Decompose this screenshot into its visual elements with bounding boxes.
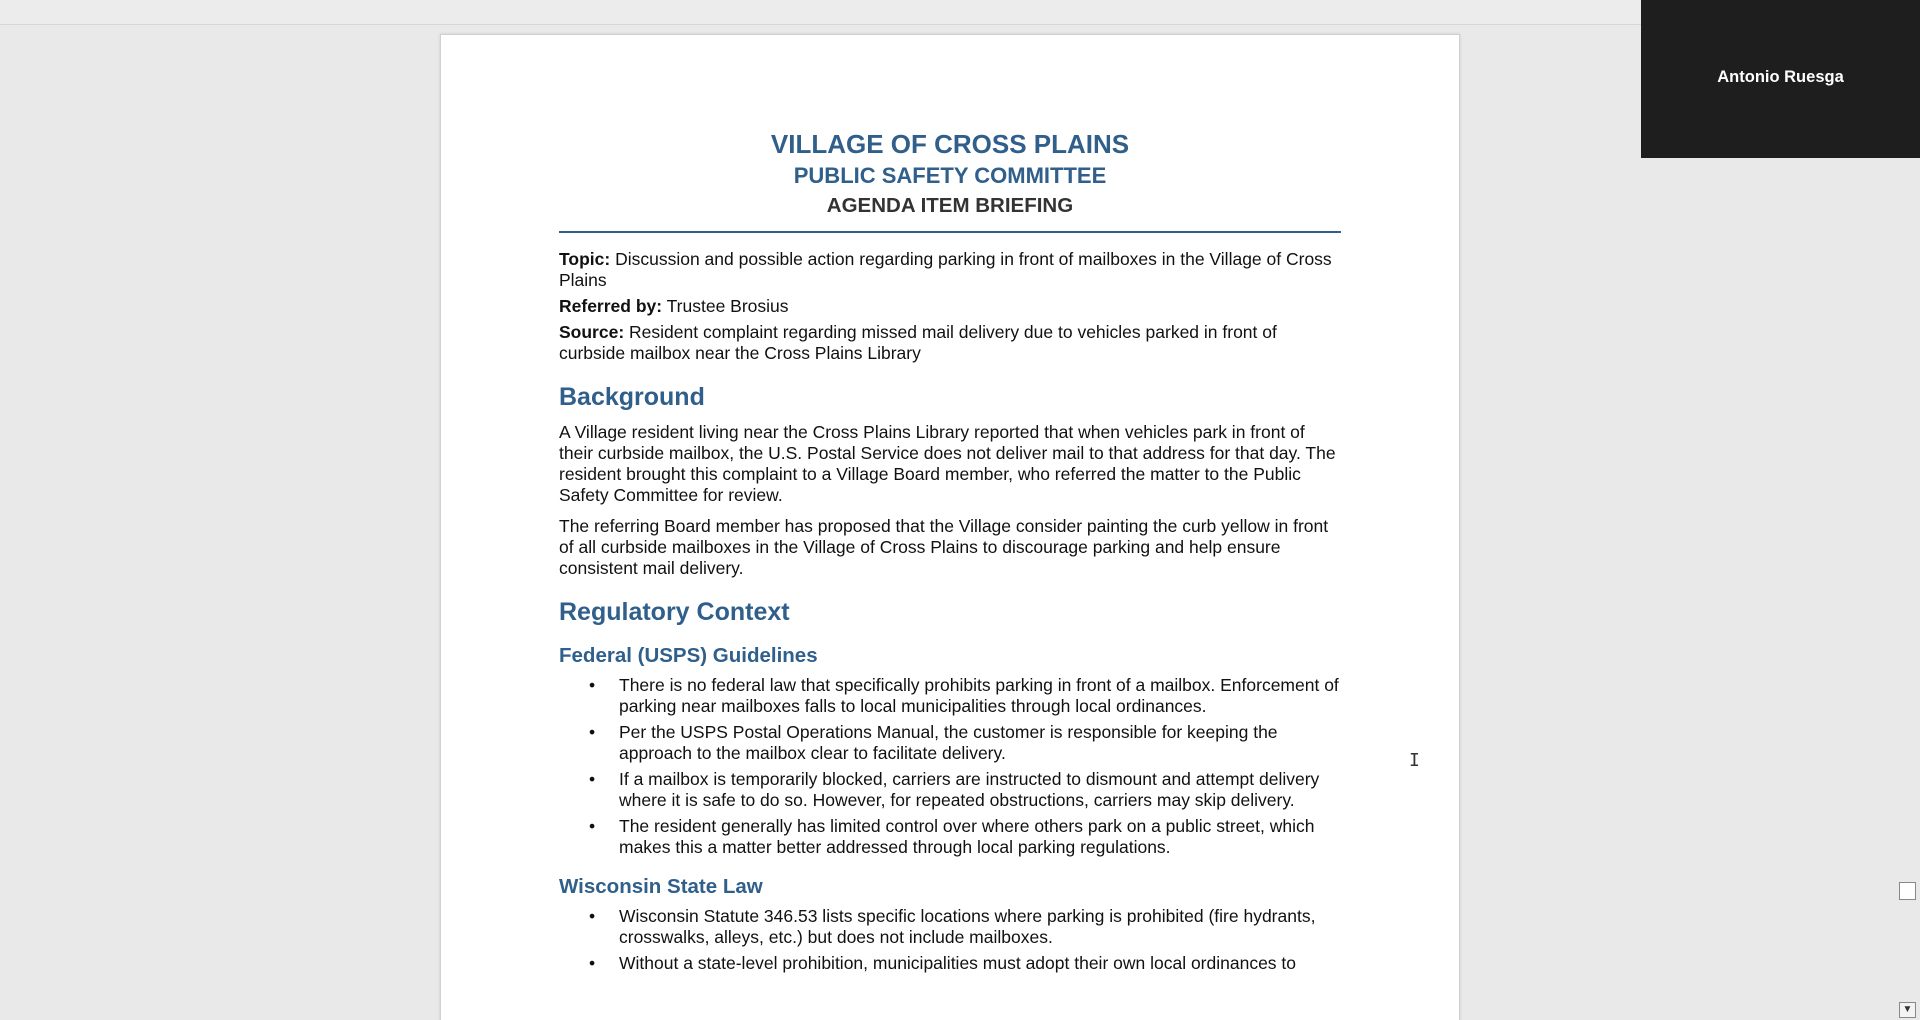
list-item — [589, 722, 1341, 764]
list-item-text: Without a state-level prohibition, municipalities must adopt their own local ordinances to — [619, 953, 1297, 973]
federal-list — [559, 675, 1341, 858]
title-rule — [559, 231, 1341, 233]
list-item-text: The resident generally has limited control over where others park on a public street, which makes this a matter better addressed through local parking regulations. — [619, 816, 1315, 857]
background-paragraph-2: The referring Board member has proposed that the Village consider painting the curb yellow in front of all curbside mailboxes in the Village of Cross Plains to discourage parking and help ensure consistent mail delivery. — [559, 516, 1329, 578]
source-text: Resident complaint regarding missed mail delivery due to vehicles parked in front of curbside mailbox near the Cross Plains Library — [559, 322, 1277, 363]
list-item — [589, 953, 1341, 974]
document-subtitle: PUBLIC SAFETY COMMITTEE — [793, 163, 1107, 188]
document-title: VILLAGE OF CROSS PLAINS — [770, 129, 1130, 159]
briefing-heading: AGENDA ITEM BRIEFING — [826, 194, 1074, 217]
wisconsin-list — [559, 906, 1341, 974]
referred-text: Trustee Brosius — [666, 296, 789, 316]
list-item-text: If a mailbox is temporarily blocked, carriers are instructed to dismount and attempt delivery where it is safe to do so. However, for repeated obstructions, carriers may skip delivery. — [619, 769, 1320, 810]
source-line — [559, 322, 1341, 364]
scroll-down-arrow-icon[interactable]: ▼ — [1899, 1002, 1916, 1018]
list-item — [589, 769, 1341, 811]
participant-video-tile[interactable] — [1641, 0, 1920, 158]
background-paragraph-1: A Village resident living near the Cross Plains Library reported that when vehicles park in front of their curbside mailbox, the U.S. Postal Service does not deliver mail to that address for that day. The resident brought this complaint to a Village Board member, who referred the matter to the Public Safety Committee for review. — [559, 422, 1336, 505]
list-item-text: Wisconsin Statute 346.53 lists specific locations where parking is prohibited (fire hydrants, crosswalks, alleys, etc.) but does not include mailboxes. — [619, 906, 1316, 947]
document-content — [559, 129, 1341, 979]
list-item — [589, 675, 1341, 717]
federal-heading: Federal (USPS) Guidelines — [559, 644, 818, 667]
text-cursor-icon: I — [1409, 750, 1420, 771]
bullet-icon: • — [589, 816, 596, 836]
list-item — [589, 816, 1341, 858]
background-heading: Background — [559, 383, 705, 411]
participant-name: Antonio Ruesga — [1717, 68, 1844, 86]
list-item-text: There is no federal law that specifically prohibits parking in front of a mailbox. Enforcement of parking near mailboxes falls to local municipalities through local ordinances. — [619, 675, 1339, 716]
wisconsin-heading: Wisconsin State Law — [559, 875, 763, 898]
referred-label: Referred by: — [559, 296, 663, 316]
bullet-icon: • — [589, 722, 596, 742]
document-page[interactable] — [440, 34, 1460, 1020]
topic-label: Topic: — [559, 249, 611, 269]
toolbar-strip — [0, 0, 1920, 25]
bullet-icon: • — [589, 953, 596, 973]
bullet-icon: • — [589, 769, 596, 789]
topic-text: Discussion and possible action regarding parking in front of mailboxes in the Village of Cross Plains — [559, 249, 1332, 290]
topic-line — [559, 249, 1341, 291]
bullet-icon: • — [589, 906, 596, 926]
regulatory-heading: Regulatory Context — [559, 598, 790, 626]
list-item-text: Per the USPS Postal Operations Manual, the customer is responsible for keeping the approach to the mailbox clear to facilitate delivery. — [619, 722, 1278, 763]
referred-line — [559, 296, 1341, 317]
list-item — [589, 906, 1341, 948]
scrollbar-thumb[interactable] — [1899, 882, 1916, 900]
bullet-icon: • — [589, 675, 596, 695]
source-label: Source: — [559, 322, 625, 342]
